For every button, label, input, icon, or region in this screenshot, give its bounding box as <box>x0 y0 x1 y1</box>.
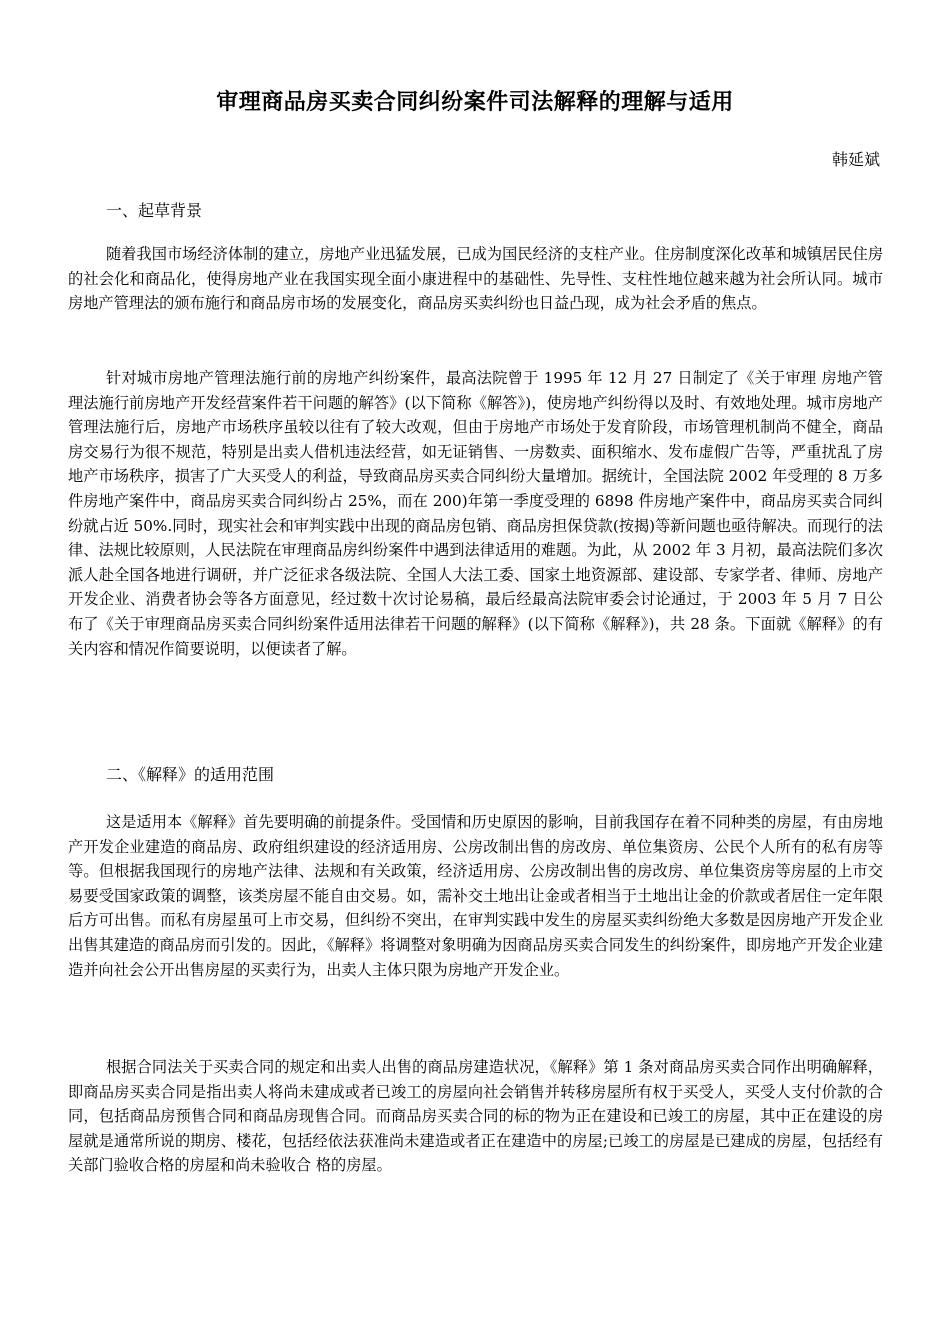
author-name: 韩延斌 <box>831 150 880 169</box>
paragraph-scope-1: 这是适用本《解释》首先要明确的前提条件。受国情和历史原因的影响，目前我国存在着不同种类的房屋，有由房地产开发企业建造的商品房、政府组织建设的经济适用房、公房改制出售的房改房、单位集资房、公民个人所有的私有房等等。但根据我国现行的房地产法律、法规和有关政策，经济适用房、公房改制出售的房改房、单位集资房等房屋的上市交易要受国家政策的调整，该类房屋不能自由交易。如，需补交土地出让金或者相当于土地出让金的价款或者居住一定年限后方可出售。而私有房屋虽可上市交易，但纠纷不突出，在审判实践中发生的房屋买卖纠纷绝大多数是因房地产开发企业出售其建造的商品房而引发的。因此，《解释》将调整对象明确为因商品房买卖合同发生的纠纷案件，即房地产开发企业建造并向社会公开出售房屋的买卖行为，出卖人主体只限为房地产开发企业。 <box>68 813 883 979</box>
paragraph-scope-2: 根据合同法关于买卖合同的规定和出卖人出售的商品房建造状况，《解释》第 1 条对商品房买卖合同作出明确解释，即商品房买卖合同是指出卖人将尚未建成或者已竣工的房屋向社会销售并转移房屋所有权于买受人，买受人支付价款的合同，包括商品房预售合同和商品房现售合同。而商品房买卖合同的标的物为正在建设和已竣工的房屋，其中正在建设的房屋就是通常所说的期房、楼花，包括经依法获准尚未建造或者正在建造中的房屋;已竣工的房屋是已建成的房屋，包括经有关部门验收合格的房屋和尚未验收合 格的房屋。 <box>68 1058 883 1175</box>
section-heading-background: 一、起草背景 <box>106 201 203 220</box>
paragraph-background-2: 针对城市房地产管理法施行前的房地产纠纷案件，最高法院曾于 1995 年 12 月 27 日制定了《关于审理 房地产管理法施行前房地产开发经营案件若干问题的解答》(以下简称《解答》)，使房地产纠纷得以及时、有效地处理。城市房地产管理法施行后，房地产市场秩序虽较以往有了较大改观，但由于房地产市场处于发育阶段，市场管理机制尚不健全，商品房交易行为很不规范，特别是出卖人借机违法经营，如无证销售、一房数卖、面积缩水、发布虚假广告等，严重扰乱了房地产市场秩序，损害了广大买受人的利益，导致商品房买卖合同纠纷大量增加。据统计，全国法院 2002 年受理的 8 万多件房地产案件中，商品房买卖合同纠纷占 25%，而在 200)年第一季度受理的 6898 件房地产案件中，商品房买卖合同纠纷就占近 50%.同时，现实社会和审判实践中出现的商品房包销、商品房担保贷款(按揭)等新问题也亟待解决。而现行的法律、法规比较原则，人民法院在审理商品房纠纷案件中遇到法律适用的难题。为此，从 2002 年 3 月初，最高法院们多次派人赴全国各地进行调研，并广泛征求各级法院、全国人大法工委、国家土地资源部、建设部、专家学者、律师、房地产开发企业、消费者协会等各方面意见，经过数十次讨论易稿，最后经最高法院审委会讨论通过，于 2003 年 5 月 7 日公布了《关于审理商品房买卖合同纠纷案件适用法律若干问题的解释》(以下简称《解释》)，共 28 条。下面就《解释》的有关内容和情况作简要说明，以便读者了解。 <box>68 369 883 658</box>
document-title: 审理商品房买卖合同纠纷案件司法解释的理解与适用 <box>216 90 734 115</box>
paragraph-background-1: 随着我国市场经济体制的建立，房地产业迅猛发展，已成为国民经济的支柱产业。住房制度深化改革和城镇居民住房的社会化和商品化，使得房地产业在我国实现全面小康进程中的基础性、先导性、支柱性地位越来越为社会所认同。城市房地产管理法的颁布施行和商品房市场的发展变化，商品房买卖纠纷也日益凸现，成为社会矛盾的焦点。 <box>68 245 883 313</box>
section-heading-scope: 二、《解释》的适用范围 <box>106 765 275 784</box>
